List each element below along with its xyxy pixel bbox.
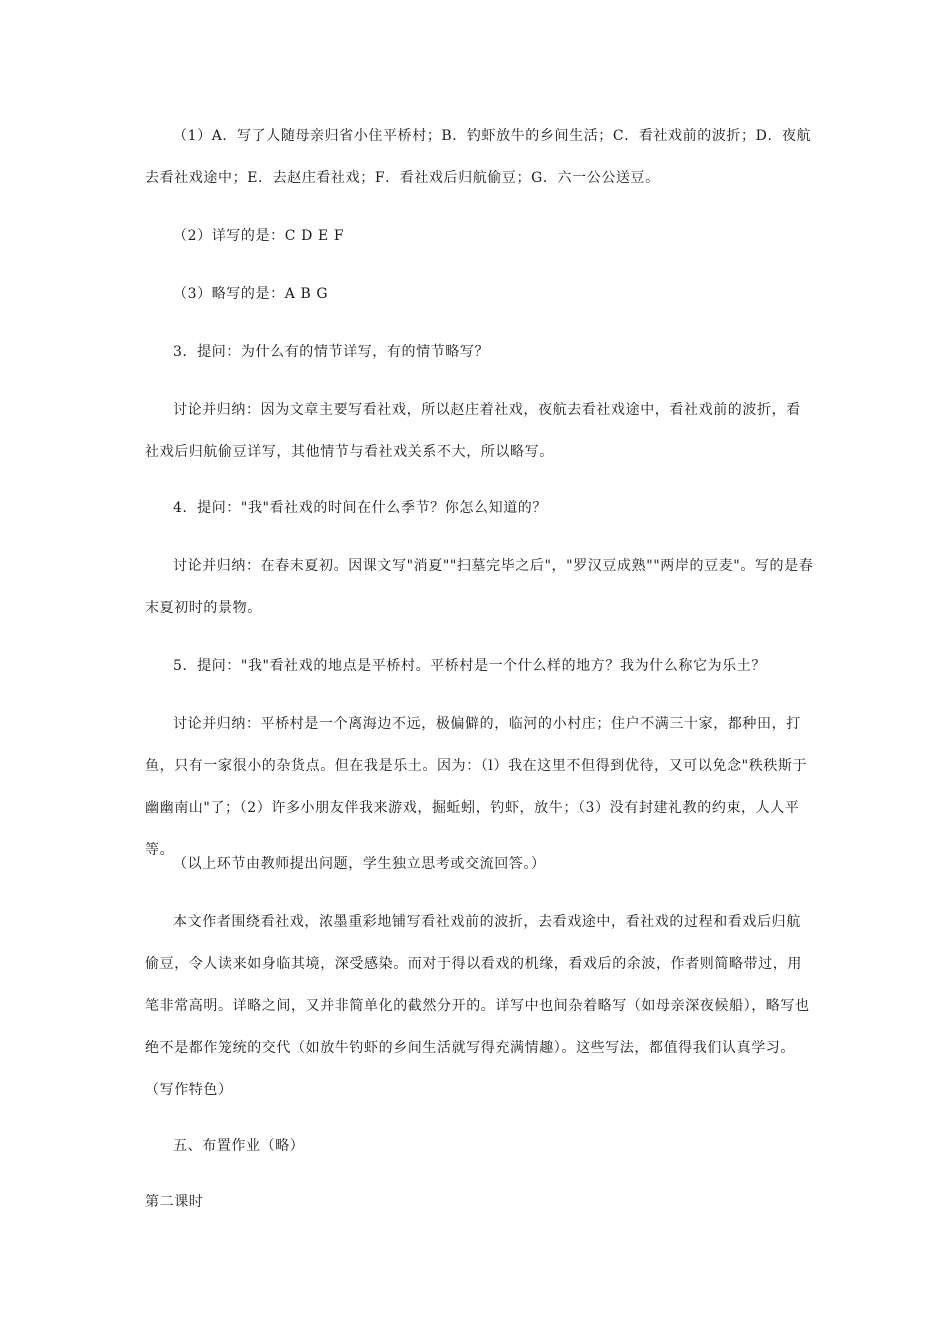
paragraph-plot-list: （1）A．写了人随母亲归省小住平桥村；B．钓虾放牛的乡间生活；C．看社戏前的波折；D．夜航去看社戏途中；E．去赵庄看社戏；F．看社戏后归航偷豆；G．六一公公送豆。 — [145, 128, 812, 186]
paragraph-answer-4: 讨论并归纳：在春末夏初。因课文写"消夏""扫墓完毕之后"，"罗汉豆成熟""两岸的豆麦"。写的是春末夏初时的景物。 — [145, 558, 814, 616]
paragraph-detailed-parts: （2）详写的是：C D E F — [173, 228, 345, 244]
section-heading-second-lesson: 第二课时 — [145, 1194, 204, 1210]
paragraph-note: （以上环节由教师提出问题，学生独立思考或交流回答。） — [173, 856, 546, 872]
paragraph-homework: 五、布置作业（略） — [173, 1138, 305, 1154]
paragraph-brief-parts: （3）略写的是：A B G — [173, 286, 329, 302]
paragraph-writing-features: 本文作者围绕看社戏，浓墨重彩地铺写看社戏前的波折，去看戏途中，看社戏的过程和看戏后归航偷豆，令人读来如身临其境，深受感染。而对于得以看戏的机缘，看戏后的余波，作者则简略带过，用笔非常高明。详略之间，又并非简单化的截然分开的。详写中也间杂着略写（如母亲深夜候船），略写也绝不是都作笼统的交代（如放牛钓虾的乡间生活就写得充满情趣）。这些写法，都值得我们认真学习。（写作特色） — [145, 914, 810, 1098]
paragraph-answer-5: 讨论并归纳：平桥村是一个离海边不远，极偏僻的，临河的小村庄；住户不满三十家，都种田，打鱼，只有一家很小的杂货点。但在我是乐土。因为：（l）我在这里不但得到优待，又可以免念"秩秩斯于幽幽南山"了；（2）许多小朋友伴我来游戏，掘蚯蚓，钓虾，放牛；（3）没有封建礼教的约束，人人平等。 — [145, 716, 808, 858]
paragraph-answer-3: 讨论并归纳：因为文章主要写看社戏，所以赵庄着社戏，夜航去看社戏途中，看社戏前的波折，看社戏后归航偷豆详写，其他情节与看社戏关系不大，所以略写。 — [145, 402, 801, 460]
paragraph-question-5: 5．提问："我"看社戏的地点是平桥村。平桥村是一个什么样的地方？我为什么称它为乐土？ — [173, 658, 766, 674]
paragraph-question-4: 4．提问："我"看社戏的时间在什么季节？你怎么知道的？ — [173, 500, 547, 516]
paragraph-question-3: 3．提问：为什么有的情节详写，有的情节略写？ — [173, 344, 490, 360]
